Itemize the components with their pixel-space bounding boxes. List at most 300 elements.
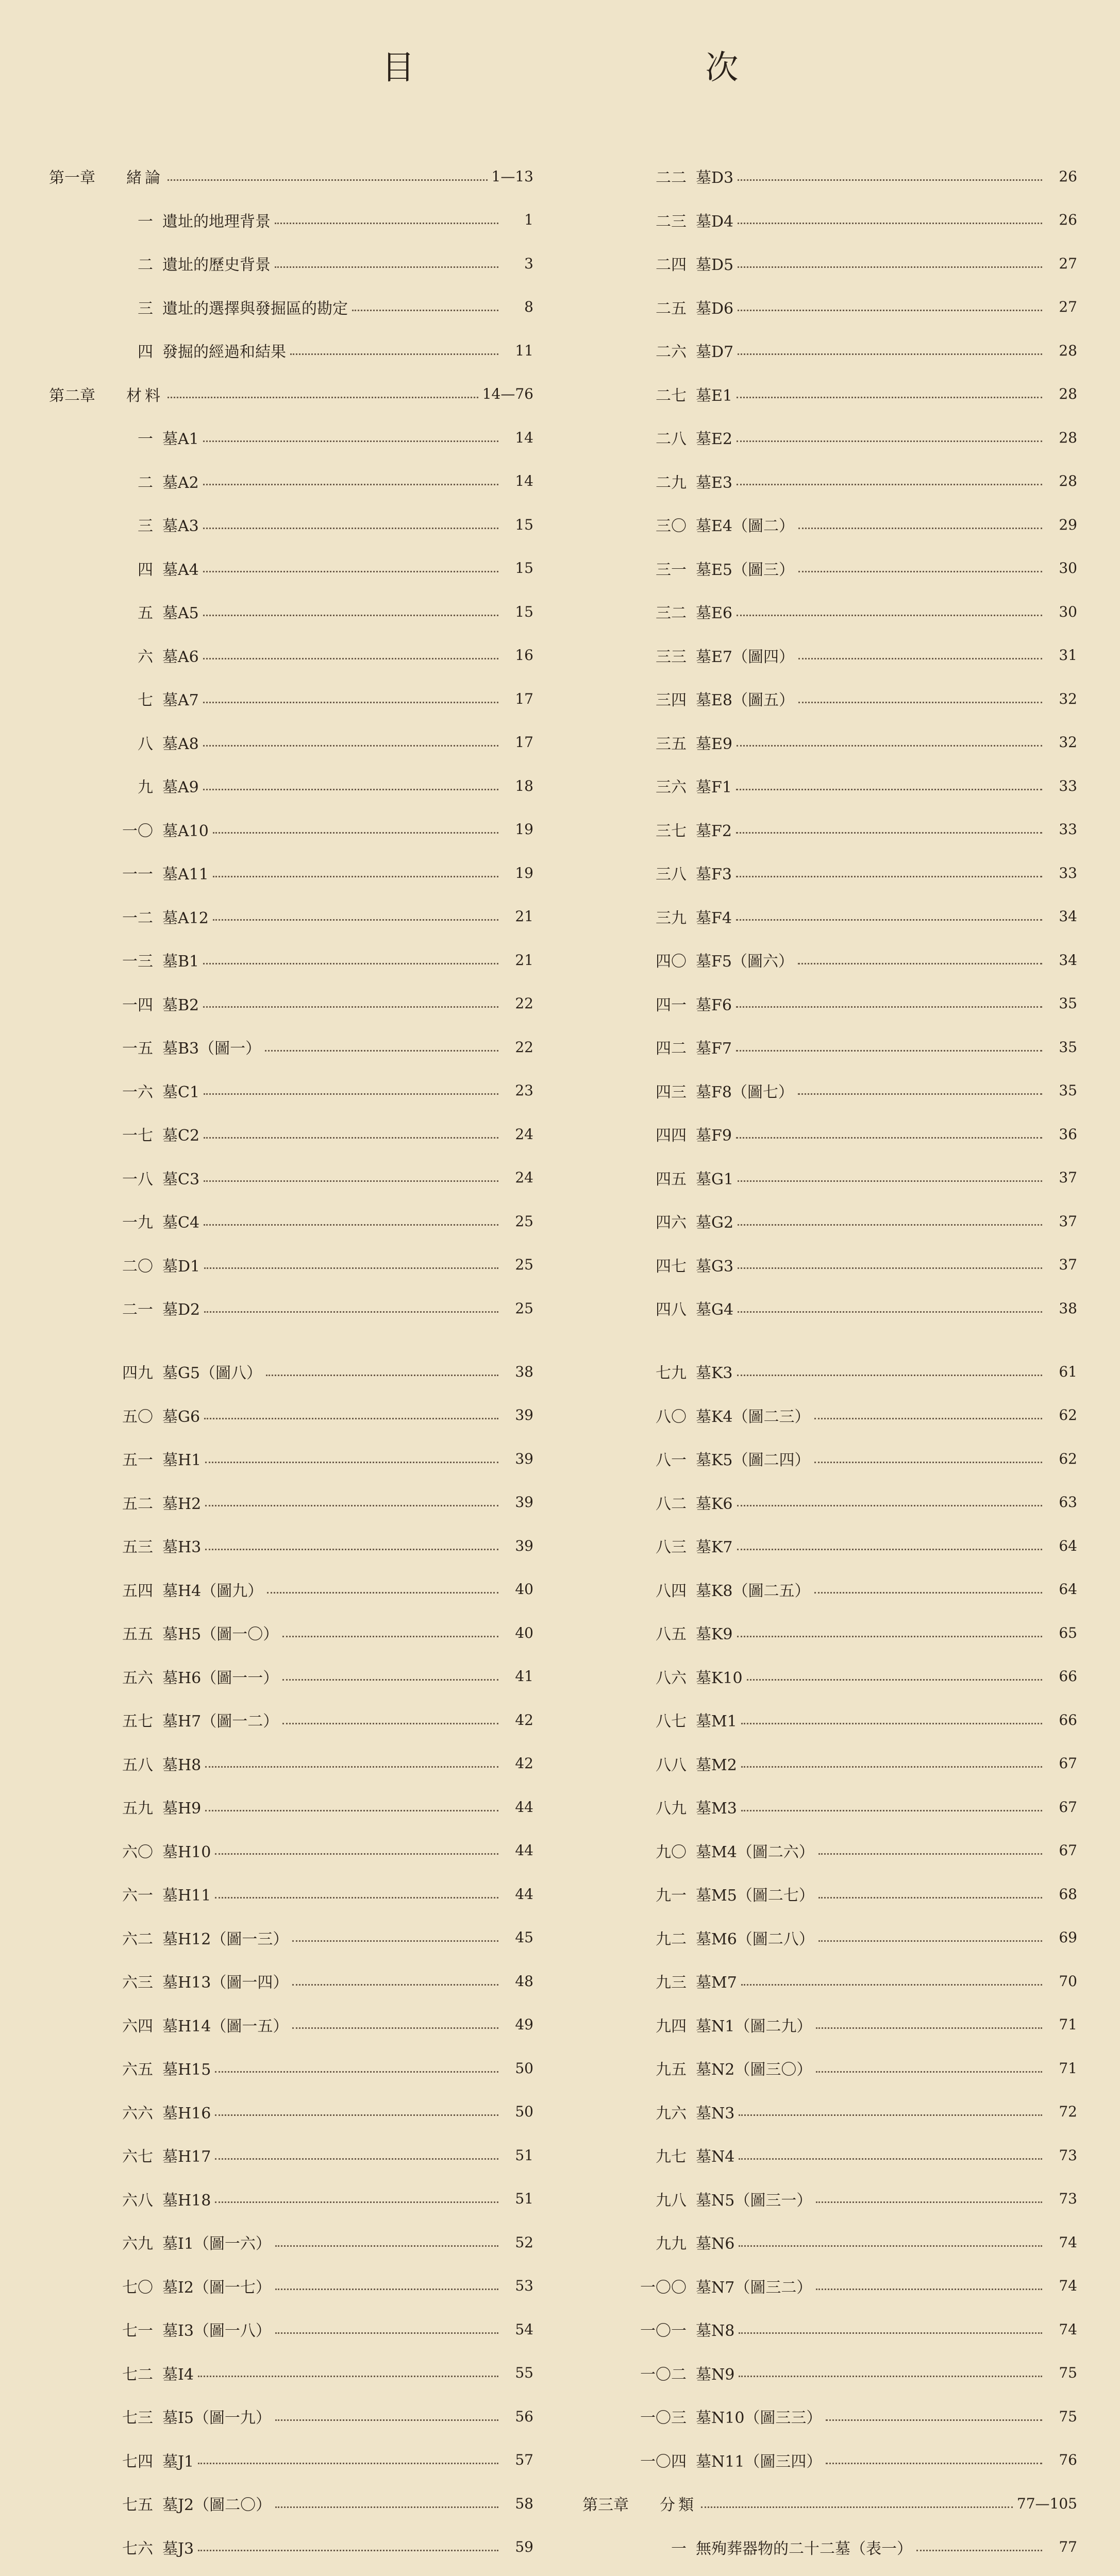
entry-title: 墓E7（圖四） (696, 648, 794, 666)
toc-entry[interactable] (582, 416, 1077, 460)
toc-entry[interactable] (49, 1025, 533, 1069)
dot-leader (203, 440, 498, 442)
entry-page-number: 45 (515, 1929, 533, 1946)
entry-number: 五一 (122, 1451, 153, 1470)
dot-leader (198, 2376, 498, 2377)
entry-page-number: 44 (515, 1842, 533, 1859)
toc-entry[interactable] (582, 1243, 1077, 1287)
entry-title: 遺址的歷史背景 (162, 256, 271, 275)
entry-number: 一五 (122, 1040, 153, 1058)
toc-entry[interactable] (582, 982, 1077, 1026)
toc-entry[interactable] (49, 1785, 533, 1829)
dot-leader (737, 615, 1042, 616)
entry-page-number: 69 (1059, 1929, 1077, 1946)
dot-leader (737, 1375, 1043, 1376)
toc-entry[interactable] (49, 1742, 533, 1786)
entry-number: 二二 (656, 169, 687, 188)
entry-title: 墓K7 (696, 1538, 733, 1557)
entry-number: 五 (138, 604, 153, 623)
dot-leader (738, 353, 1042, 355)
toc-entry[interactable] (582, 2177, 1077, 2221)
toc-entry[interactable] (582, 634, 1077, 677)
toc-entry[interactable] (582, 285, 1077, 329)
toc-entry[interactable] (582, 1742, 1077, 1786)
entry-title: 墓G1 (696, 1170, 734, 1189)
toc-entry[interactable] (49, 285, 533, 329)
entry-title: 墓A9 (162, 778, 199, 797)
toc-entry[interactable] (582, 851, 1077, 895)
entry-page-number: 33 (1059, 777, 1077, 794)
entry-page-number: 64 (1059, 1581, 1077, 1598)
toc-entry[interactable] (49, 764, 533, 808)
entry-page-number: 52 (515, 2233, 533, 2251)
entry-number: 三六 (656, 778, 687, 797)
toc-chapter-entry[interactable] (49, 155, 533, 198)
toc-entry[interactable] (49, 1112, 533, 1156)
dot-leader (798, 658, 1042, 659)
dot-leader (204, 1418, 498, 1419)
entry-page-number: 19 (515, 864, 533, 882)
entry-number: 三八 (656, 866, 687, 884)
toc-entry[interactable] (582, 2308, 1077, 2351)
toc-entry[interactable] (49, 808, 533, 852)
toc-entry[interactable] (582, 938, 1077, 982)
entry-title: 墓H3 (162, 1538, 202, 1557)
toc-entry[interactable] (582, 1611, 1077, 1655)
toc-entry[interactable] (49, 1829, 533, 1873)
toc-entry[interactable] (582, 1524, 1077, 1568)
entry-page-number: 71 (1059, 2059, 1077, 2077)
toc-entry[interactable] (49, 2177, 533, 2221)
entry-page-number: 25 (515, 1299, 533, 1317)
dot-leader (168, 397, 478, 398)
entry-title: 墓D5 (696, 256, 734, 275)
toc-entry[interactable] (582, 2221, 1077, 2264)
toc-entry[interactable] (582, 1872, 1077, 1916)
dot-leader (741, 1766, 1042, 1768)
toc-entry[interactable] (582, 1568, 1077, 1612)
entry-number: 六六 (122, 2104, 153, 2123)
entry-number: 六一 (122, 1887, 153, 1905)
toc-entry[interactable] (49, 851, 533, 895)
entry-page-number: 66 (1059, 1711, 1077, 1728)
entry-title: 墓K4（圖二三） (696, 1408, 810, 1426)
entry-number: 八〇 (656, 1408, 687, 1426)
toc-entry[interactable] (582, 460, 1077, 503)
entry-number: 三一 (656, 561, 687, 579)
entry-number: 二七 (656, 386, 687, 405)
toc-entry[interactable] (49, 2438, 533, 2482)
dot-leader (282, 1636, 498, 1637)
entry-title: 墓E2 (696, 430, 732, 449)
entry-number: 七六 (122, 2539, 153, 2558)
entry-number: 八一 (656, 1451, 687, 1470)
entry-title: 墓F3 (696, 866, 732, 884)
entry-number: 三七 (656, 822, 687, 840)
entry-title: 墓N3 (696, 2104, 735, 2123)
entry-number: 一七 (122, 1127, 153, 1145)
entry-page-number: 24 (515, 1125, 533, 1143)
toc-entry[interactable] (582, 329, 1077, 372)
toc-entry[interactable] (582, 1112, 1077, 1156)
entry-title: 墓M3 (696, 1800, 737, 1818)
entry-title: 墓A12 (162, 909, 209, 927)
toc-entry[interactable] (582, 1698, 1077, 1742)
entry-number: 五五 (122, 1625, 153, 1644)
toc-entry[interactable] (582, 155, 1077, 198)
dot-leader (814, 1418, 1043, 1419)
entry-page-number: 62 (1059, 1406, 1077, 1424)
entry-number: 八六 (656, 1669, 687, 1687)
dot-leader (292, 1940, 498, 1942)
dot-leader (739, 2332, 1042, 2334)
toc-entry[interactable] (582, 2133, 1077, 2177)
dot-leader (204, 1180, 498, 1182)
entry-page-number: 51 (515, 2146, 533, 2164)
toc-entry[interactable] (49, 1959, 533, 2003)
toc-entry[interactable] (49, 2090, 533, 2134)
dot-leader (798, 963, 1042, 964)
toc-entry[interactable] (582, 1156, 1077, 1200)
toc-entry[interactable] (582, 808, 1077, 852)
toc-entry[interactable] (49, 1199, 533, 1243)
toc-entry[interactable] (49, 1524, 533, 1568)
entry-title: 墓F1 (696, 778, 732, 797)
toc-entry[interactable] (49, 895, 533, 939)
entry-title: 墓H18 (162, 2191, 211, 2210)
toc-entry[interactable] (582, 2569, 1077, 2576)
toc-entry[interactable] (49, 2526, 533, 2569)
entry-title: 墓A3 (162, 517, 199, 536)
toc-entry[interactable] (582, 1916, 1077, 1960)
dot-leader (736, 789, 1042, 790)
entry-page-number: 24 (515, 1169, 533, 1187)
entry-page-number: 74 (1059, 2277, 1077, 2295)
entry-number: 七九 (656, 1364, 687, 1383)
entry-page-number: 67 (1059, 1842, 1077, 1859)
entry-number: 八九 (656, 1800, 687, 1818)
toc-entry[interactable] (582, 2046, 1077, 2090)
entry-title: 墓A11 (162, 866, 209, 884)
toc-entry[interactable] (49, 2351, 533, 2395)
toc-entry[interactable] (49, 1611, 533, 1655)
toc-entry[interactable] (582, 1350, 1077, 1394)
entry-title: 墓N11（圖三四） (696, 2452, 822, 2471)
entry-page-number: 18 (515, 777, 533, 794)
entry-page-number: 64 (1059, 1537, 1077, 1554)
entry-number: 五四 (122, 1582, 153, 1600)
dot-leader (741, 1723, 1042, 1724)
toc-entry[interactable] (582, 590, 1077, 634)
toc-entry[interactable] (49, 2046, 533, 2090)
toc-entry[interactable] (582, 2351, 1077, 2395)
toc-entry[interactable] (582, 503, 1077, 547)
entry-title: 墓E6 (696, 604, 732, 623)
entry-number: 五三 (122, 1538, 153, 1557)
dot-leader (215, 2201, 498, 2203)
toc-entry[interactable] (49, 416, 533, 460)
entry-title: 墓N4 (696, 2148, 735, 2166)
entry-page-number: 42 (515, 1755, 533, 1772)
toc-entry[interactable] (49, 1481, 533, 1524)
entry-number: 四二 (656, 1040, 687, 1058)
entry-number: 九 (138, 778, 153, 797)
toc-entry[interactable] (49, 2003, 533, 2047)
entry-title: 墓N1（圖二九） (696, 2017, 812, 2036)
entry-page-number: 16 (515, 647, 533, 664)
entry-title: 墓H4（圖九） (162, 1582, 263, 1600)
toc-entry[interactable] (49, 2133, 533, 2177)
dot-leader (204, 1137, 498, 1139)
entry-title: 墓N8 (696, 2322, 735, 2341)
toc-entry[interactable] (49, 634, 533, 677)
entry-page-number: 28 (1059, 385, 1077, 403)
dot-leader (203, 484, 498, 485)
entry-page-number: 11 (515, 342, 533, 359)
entry-number: 六七 (122, 2148, 153, 2166)
toc-entry[interactable] (49, 1916, 533, 1960)
toc-entry[interactable] (49, 1568, 533, 1612)
dot-leader (738, 1311, 1042, 1313)
toc-entry[interactable] (582, 1199, 1077, 1243)
entry-page-number: 37 (1059, 1169, 1077, 1187)
dot-leader (204, 1224, 498, 1226)
toc-entry[interactable] (49, 2482, 533, 2526)
toc-entry[interactable] (49, 1243, 533, 1287)
dot-leader (215, 1897, 498, 1899)
dot-leader (816, 2027, 1042, 2029)
entry-title: 墓G5（圖八） (162, 1364, 262, 1383)
toc-entry[interactable] (49, 2308, 533, 2351)
toc-entry[interactable] (582, 1286, 1077, 1330)
entry-title: 墓J2（圖二〇） (162, 2496, 272, 2515)
entry-page-number: 75 (1059, 2408, 1077, 2425)
toc-entry[interactable] (49, 1069, 533, 1113)
toc-entry[interactable] (582, 764, 1077, 808)
toc-entry[interactable] (49, 2569, 533, 2576)
entry-number: 六九 (122, 2235, 153, 2253)
entry-number: 三 (138, 299, 153, 318)
entry-title: 墓K8（圖二五） (696, 1582, 810, 1600)
entry-number: 八二 (656, 1495, 687, 1513)
toc-entry[interactable] (49, 938, 533, 982)
entry-title: 墓C1 (162, 1083, 200, 1101)
dot-leader (275, 2506, 498, 2508)
toc-entry[interactable] (582, 1069, 1077, 1113)
toc-entry[interactable] (582, 1959, 1077, 2003)
dot-leader (352, 310, 498, 311)
entry-title: 墓B2 (162, 996, 199, 1014)
toc-entry[interactable] (49, 1437, 533, 1481)
entry-title: 墓H11 (162, 1887, 211, 1905)
toc-entry[interactable] (49, 721, 533, 765)
toc-column (49, 1350, 533, 2576)
dot-leader (798, 1093, 1042, 1095)
dot-leader (203, 745, 498, 747)
toc-entry[interactable] (582, 2090, 1077, 2134)
toc-entry[interactable] (582, 547, 1077, 590)
entry-number: 一二 (122, 909, 153, 927)
toc-entry[interactable] (582, 2438, 1077, 2482)
entry-number: 七三 (122, 2409, 153, 2428)
toc-entry[interactable] (49, 2264, 533, 2308)
entry-title: 墓H1 (162, 1451, 202, 1470)
toc-entry[interactable] (582, 1655, 1077, 1699)
dot-leader (198, 2550, 498, 2551)
entry-number: 五二 (122, 1495, 153, 1513)
dot-leader (203, 528, 498, 529)
toc-entry[interactable] (49, 242, 533, 285)
toc-entry[interactable] (582, 1829, 1077, 1873)
toc-entry[interactable] (49, 460, 533, 503)
entry-title: 墓I3（圖一八） (162, 2322, 271, 2341)
toc-entry[interactable] (582, 895, 1077, 939)
toc-entry[interactable] (49, 198, 533, 242)
entry-number: 三 (138, 517, 153, 536)
entry-number: 一一 (122, 866, 153, 884)
entry-page-number: 26 (1059, 211, 1077, 229)
entry-title: 墓C2 (162, 1127, 200, 1145)
toc-entry[interactable] (582, 1785, 1077, 1829)
toc-entry[interactable] (49, 1872, 533, 1916)
entry-page-number: 62 (1059, 1450, 1077, 1467)
dot-leader (204, 1311, 498, 1313)
toc-chapter-entry[interactable] (582, 2482, 1077, 2526)
toc-column (582, 155, 1077, 1330)
dot-leader (736, 876, 1042, 877)
dot-leader (282, 1679, 498, 1681)
entry-title: 墓N5（圖三一） (696, 2191, 812, 2210)
entry-number: 一三 (122, 953, 153, 971)
toc-entry[interactable] (49, 1394, 533, 1437)
entry-number: 一六 (122, 1083, 153, 1101)
toc-entry[interactable] (49, 1350, 533, 1394)
toc-entry[interactable] (49, 503, 533, 547)
toc-entry[interactable] (49, 982, 533, 1026)
toc-entry[interactable] (582, 1481, 1077, 1524)
toc-entry[interactable] (582, 1437, 1077, 1481)
dot-leader (275, 2419, 498, 2421)
entry-page-number: 57 (515, 2451, 533, 2469)
dot-leader (205, 1810, 498, 1811)
entry-page-number: 30 (1059, 603, 1077, 620)
toc-entry[interactable] (582, 721, 1077, 765)
toc-entry[interactable] (49, 2221, 533, 2264)
toc-entry[interactable] (49, 329, 533, 372)
entry-number: 七五 (122, 2496, 153, 2515)
entry-page-number: 55 (515, 2364, 533, 2382)
entry-number: 第三章 (582, 2496, 629, 2515)
entry-page-number: 14 (515, 472, 533, 490)
dot-leader (205, 1505, 498, 1506)
dot-leader (818, 1897, 1042, 1899)
entry-number: 六三 (122, 1974, 153, 1992)
entry-number: 八七 (656, 1713, 687, 1731)
toc-entry[interactable] (49, 1156, 533, 1200)
entry-number: 一〇三 (640, 2409, 687, 2428)
entry-number: 六四 (122, 2017, 153, 2036)
entry-number: 八四 (656, 1582, 687, 1600)
toc-entry[interactable] (49, 1286, 533, 1330)
entry-number: 六二 (122, 1930, 153, 1948)
entry-title: 墓F7 (696, 1040, 732, 1058)
toc-entry[interactable] (49, 1655, 533, 1699)
dot-leader (203, 615, 498, 616)
entry-page-number: 54 (515, 2320, 533, 2338)
toc-entry[interactable] (582, 2003, 1077, 2047)
dot-leader (267, 1592, 498, 1594)
entry-title: 墓N6 (696, 2235, 735, 2253)
dot-leader (738, 223, 1042, 224)
dot-leader (739, 2114, 1042, 2116)
entry-page-number: 71 (1059, 2016, 1077, 2033)
toc-entry[interactable] (49, 590, 533, 634)
toc-entry[interactable] (582, 1025, 1077, 1069)
entry-number: 九一 (656, 1887, 687, 1905)
entry-title: 墓H13（圖一四） (162, 1974, 289, 1992)
toc-entry[interactable] (582, 2395, 1077, 2438)
toc-entry[interactable] (49, 1698, 533, 1742)
entry-number: 九九 (656, 2235, 687, 2253)
entry-title: 墓A4 (162, 561, 199, 579)
entry-page-number: 75 (1059, 2364, 1077, 2382)
dot-leader (737, 484, 1042, 485)
entry-number: 二六 (656, 343, 687, 362)
entry-page-number: 30 (1059, 560, 1077, 577)
entry-page-number: 72 (1059, 2103, 1077, 2121)
entry-number: 二九 (656, 473, 687, 492)
dot-leader (741, 1810, 1042, 1811)
toc-entry[interactable] (49, 2395, 533, 2438)
entry-title: 墓D4 (696, 212, 734, 231)
toc-entry[interactable] (582, 2526, 1077, 2569)
entry-number: 六五 (122, 2061, 153, 2079)
toc-entry[interactable] (582, 1394, 1077, 1437)
entry-number: 四七 (656, 1257, 687, 1276)
entry-page-number: 39 (515, 1450, 533, 1467)
toc-chapter-entry[interactable] (49, 372, 533, 416)
entry-page-number: 59 (515, 2538, 533, 2556)
entry-title: 墓E1 (696, 386, 732, 405)
toc-entry[interactable] (582, 677, 1077, 721)
entry-number: 三三 (656, 648, 687, 666)
entry-number: 一〇〇 (640, 2278, 687, 2297)
entry-page-number: 77—105 (1016, 2495, 1077, 2512)
dot-leader (203, 702, 498, 703)
entry-number: 九四 (656, 2017, 687, 2036)
entry-number: 三四 (656, 691, 687, 710)
entry-title: 墓H16 (162, 2104, 211, 2123)
entry-number: 八 (138, 735, 153, 753)
entry-number: 三五 (656, 735, 687, 753)
entry-title: 墓D1 (162, 1257, 200, 1276)
entry-title: 墓H8 (162, 1756, 202, 1774)
toc-entry[interactable] (582, 198, 1077, 242)
entry-page-number: 28 (1059, 472, 1077, 490)
toc-entry[interactable] (582, 372, 1077, 416)
entry-title: 墓N7（圖三二） (696, 2278, 812, 2297)
dot-leader (275, 2245, 498, 2247)
entry-page-number: 70 (1059, 1972, 1077, 1990)
toc-entry[interactable] (582, 2264, 1077, 2308)
entry-number: 四 (138, 561, 153, 579)
toc-entry[interactable] (582, 242, 1077, 285)
entry-number: 一八 (122, 1170, 153, 1189)
entry-title: 墓E8（圖五） (696, 691, 794, 710)
toc-entry[interactable] (49, 547, 533, 590)
toc-entry[interactable] (49, 677, 533, 721)
dot-leader (275, 2332, 498, 2334)
